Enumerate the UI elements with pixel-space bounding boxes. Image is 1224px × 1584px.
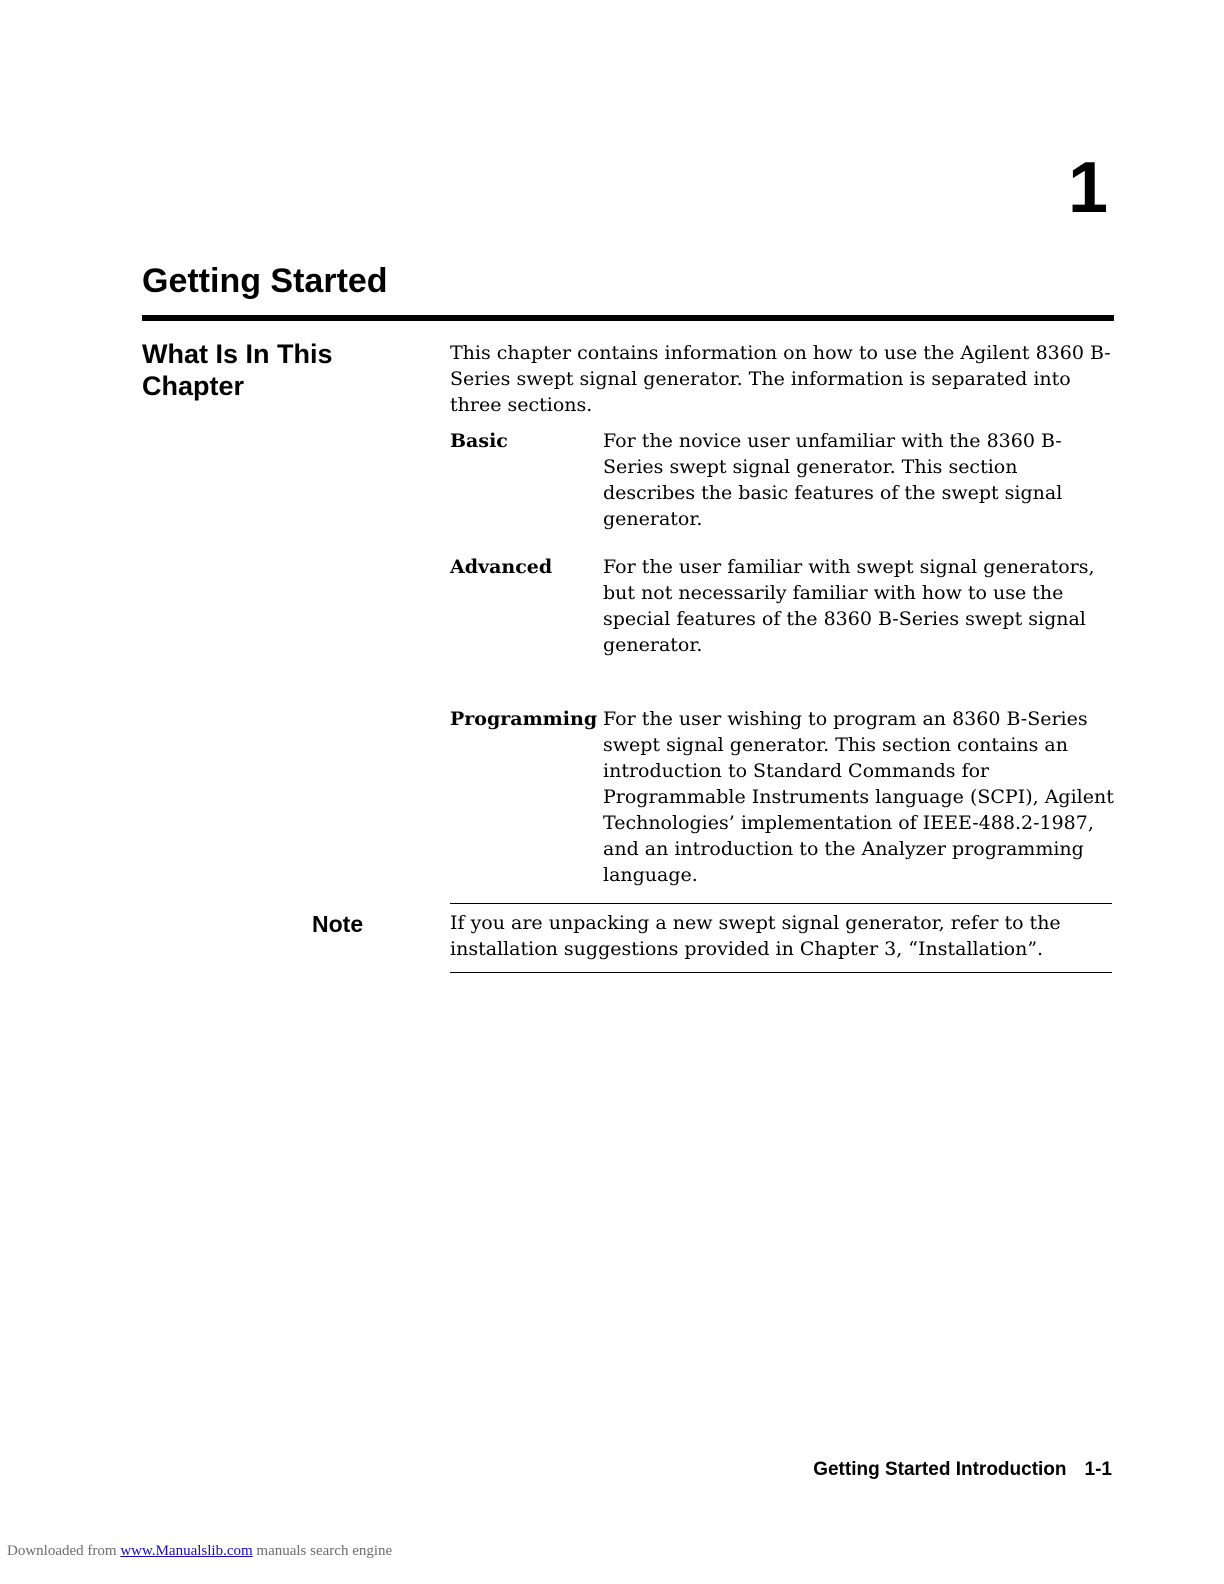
note-label: Note	[312, 911, 364, 937]
definition-desc-advanced: For the user familiar with swept signal generators, but not necessarily familiar with how to use the special features of the 8360 B-Series swept signal generator.	[603, 556, 1095, 656]
note-bottom-rule	[450, 972, 1112, 973]
page-footer	[813, 1458, 1112, 1482]
title-divider	[142, 315, 1114, 321]
download-prefix: Downloaded from	[7, 1543, 117, 1559]
note-text: If you are unpacking a new swept signal generator, refer to the installation suggestions provided in Chapter 3, “Installation”.	[450, 912, 1061, 960]
definition-desc-programming: For the user wishing to program an 8360 B-Series swept signal generator. This section contains an introduction to Standard Commands for Programmable Instruments language (SCPI), Agilent Technologies’ implementation of IEEE-488.2-1987, and an introduction to the Analyzer programming language.	[603, 708, 1114, 886]
download-banner	[7, 1542, 392, 1560]
intro-paragraph: This chapter contains information on how to use the Agilent 8360 B-Series swept signal generator. The information is separated into three sections.	[450, 342, 1111, 416]
definition-term-advanced: Advanced	[450, 556, 553, 578]
definition-term-basic: Basic	[450, 430, 508, 452]
footer-running-title: Getting Started Introduction	[813, 1459, 1067, 1480]
manualslib-link[interactable]: www.Manualslib.com	[120, 1543, 253, 1559]
definition-term-programming: Programming	[450, 708, 598, 730]
footer-page-number: 1-1	[1084, 1459, 1112, 1480]
definition-desc-basic: For the novice user unfamiliar with the 8360 B-Series swept signal generator. This section describes the basic features of the swept signal generator.	[603, 430, 1063, 530]
chapter-number: 1	[1067, 148, 1108, 228]
chapter-title: Getting Started	[142, 262, 388, 300]
note-top-rule	[450, 903, 1112, 904]
section-heading: What Is In This Chapter	[142, 339, 333, 401]
download-suffix: manuals search engine	[256, 1543, 393, 1559]
